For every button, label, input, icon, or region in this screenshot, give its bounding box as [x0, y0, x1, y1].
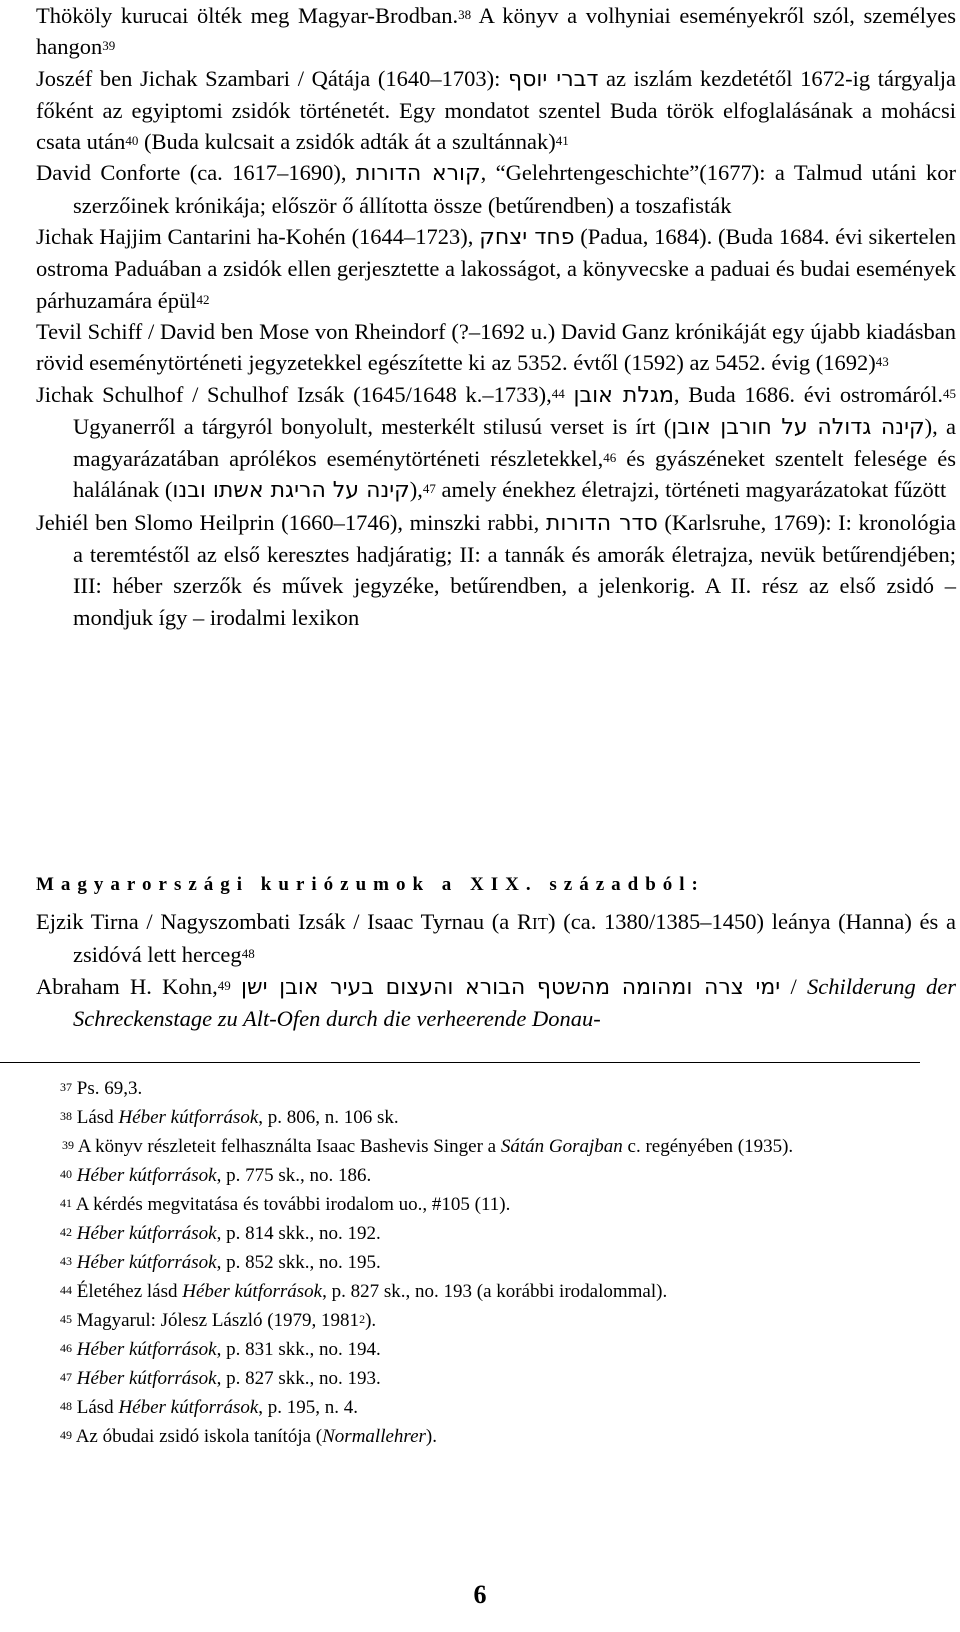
- hebrew-title: מגלת אובן: [573, 382, 674, 408]
- entry-heilprin: [36, 507, 956, 633]
- entry-conforte: [36, 157, 956, 221]
- footnote-number: 42: [60, 1225, 72, 1239]
- footnote-37: [36, 1074, 926, 1103]
- footnote-48: [36, 1393, 926, 1422]
- footnote-list: [36, 1074, 926, 1451]
- footnote-number: 47: [60, 1370, 72, 1384]
- footnote-ref[interactable]: 43: [875, 354, 889, 370]
- footnote-44: [36, 1277, 926, 1306]
- footnote-ref[interactable]: 39: [102, 38, 116, 54]
- footnote-italic: Héber kútforrások: [182, 1281, 323, 1302]
- entry-text: Tevil Schiff / David ben Mose von Rheindorf (?–1692 u.) David Ganz krónikáját egy újabb kiadásban rövid eseménytörténeti jegyzetekkel egészítette ki az 5352. évtől (1592) az 5452. évig (1692): [36, 318, 956, 376]
- footnote-italic: Héber kútforrások: [76, 1368, 217, 1389]
- footnote-text: Lásd: [76, 1107, 119, 1128]
- hebrew-title: קורא הדורות: [355, 161, 481, 187]
- entry-text: , “Gelehrtengeschichte”(1677): a Talmud utáni kor szerzőinek krónikája; először ő állította össze (betűrendben) a toszafisták: [73, 160, 956, 218]
- entry-text: /: [780, 973, 808, 999]
- footnote-number: 49: [60, 1428, 72, 1442]
- entry-text: (Karlsruhe, 1769): I: kronológia a teremtéstől az első keresztes hadjáratig; II: a tannák és amorák életrajza, nevük betűrendjében; III: héber szerzők és művek jegyzéke, betűrendben, a jelenkorig. A II. rész az első zsidó – mondjuk így – irodalmi lexikon: [73, 509, 956, 630]
- hebrew-title: פחד יצחק: [479, 225, 575, 251]
- hebrew-title: קינה על הריגת אשתו ובנו: [172, 478, 410, 504]
- entry-szambari: [36, 63, 956, 158]
- footnote-ref[interactable]: 45: [942, 385, 956, 401]
- entry-text: amely énekhez életrajzi, történeti magyarázatokat fűzött: [435, 477, 947, 503]
- hebrew-title: קינה גדולה על חורבן אובן: [671, 414, 925, 440]
- footnote-ref[interactable]: 44: [551, 385, 565, 401]
- entry-author: Jichak Schulhof / Schulhof Izsák (1645/1648 k.–1733),: [36, 381, 552, 407]
- footnote-text: , p. 195, n. 4.: [258, 1397, 359, 1418]
- entry-author: Abraham H. Kohn,: [36, 973, 218, 999]
- footnote-text: , p. 806, n. 106 sk.: [258, 1107, 399, 1128]
- footnote-ref[interactable]: 47: [422, 481, 436, 497]
- footnote-text: , p. 827 sk., no. 193 (a korábbi irodalommal).: [322, 1281, 668, 1302]
- entry-text: (Buda kulcsait a zsidók adták át a szultánnak): [138, 129, 556, 155]
- footnote-sup: 2: [359, 1312, 366, 1326]
- footnotes: [36, 1074, 926, 1451]
- footnote-ref[interactable]: 46: [603, 450, 617, 466]
- entry-text: , Buda 1686. évi ostromáról.: [673, 381, 943, 407]
- footnote-text: ).: [425, 1426, 437, 1447]
- footnote-45: [36, 1306, 926, 1335]
- footnote-text: Ps. 69,3.: [76, 1078, 143, 1099]
- entry-tirna: [36, 906, 956, 971]
- footnote-39: [36, 1132, 926, 1161]
- entry-text: Thököly kurucai ölték meg Magyar-Brodban.: [36, 3, 459, 28]
- entry-author: David Conforte (ca. 1617–1690),: [36, 160, 356, 186]
- footnote-text: A kérdés megvitatása és további irodalom uo., #105 (11).: [75, 1194, 511, 1215]
- entry-cantarini: [36, 221, 956, 316]
- bibliography-list: [36, 0, 956, 633]
- entry-text: az iszlám kezdetétől 1672-ig tárgyalja főként az egyiptomi zsidók történetét. Egy mondatot szentel Buda török elfoglalásának a mohácsi csata után: [36, 65, 957, 155]
- german-title: Schilderung der Schreckenstage zu Alt-Ofen durch die verheerende Donau-: [73, 973, 956, 1031]
- footnote-number: 46: [60, 1341, 72, 1355]
- footnote-text: Az óbudai zsidó iskola tanítója (: [75, 1426, 323, 1447]
- entry-1: [36, 0, 956, 63]
- footnote-number: 43: [60, 1254, 72, 1268]
- hebrew-title: סדר הדורות: [545, 510, 658, 536]
- footnote-italic: Héber kútforrások: [118, 1397, 259, 1418]
- footnote-divider: [0, 1062, 920, 1063]
- footnote-ref[interactable]: 38: [458, 7, 472, 22]
- entry-author: Joszéf ben Jichak Szambari / Qátája (1640–1703):: [36, 65, 509, 91]
- footnote-text: , p. 827 skk., no. 193.: [216, 1368, 381, 1389]
- entry-text: ),: [409, 477, 423, 503]
- entry-schulhof: [36, 379, 956, 507]
- footnote-number: 44: [60, 1283, 72, 1297]
- entry-kohn: [36, 971, 956, 1035]
- footnote-47: [36, 1364, 926, 1393]
- footnote-ref[interactable]: 42: [196, 291, 210, 307]
- footnote-ref[interactable]: 48: [241, 946, 255, 962]
- footnote-number: 38: [60, 1109, 72, 1123]
- footnote-italic: Normallehrer: [322, 1426, 426, 1447]
- hebrew-title: ימי צרה ומהומה מהשטף הבורא והעצום בעיר אובן ישן: [241, 974, 781, 1000]
- entry-text: ) (ca. 1380/1385–1450) leánya (Hanna) és a zsidóvá lett herceg: [73, 909, 956, 968]
- footnote-italic: Héber kútforrások: [118, 1107, 259, 1128]
- footnote-italic: Héber kútforrások: [76, 1252, 217, 1273]
- entry-author: Jehiél ben Slomo Heilprin (1660–1746), minszki rabbi,: [36, 509, 546, 535]
- hebrew-title: דברי יוסף: [508, 66, 599, 92]
- footnote-italic: Héber kútforrások: [76, 1339, 217, 1360]
- footnote-number: 39: [62, 1138, 74, 1152]
- footnote-italic: Héber kútforrások: [76, 1165, 217, 1186]
- entry-text: A könyv a volhyniai eseményekről szól, személyes hangon: [36, 3, 956, 60]
- footnote-italic: Sátán Gorajban: [500, 1136, 623, 1157]
- footnote-number: 41: [60, 1196, 72, 1210]
- entry-text: Ugyanerről a tárgyról bonyolult, mesterkélt stilusú verset is írt (: [73, 413, 672, 439]
- footnote-42: [36, 1219, 926, 1248]
- footnote-text: , p. 852 skk., no. 195.: [216, 1252, 381, 1273]
- footnote-41: [36, 1190, 926, 1219]
- footnote-text: c. regényében (1935).: [622, 1136, 794, 1157]
- footnote-italic: Héber kútforrások: [76, 1223, 217, 1244]
- entry-text: (Padua, 1684). (Buda 1684. évi sikertelen ostroma Paduában a zsidók ellen gerjesztette a lakosságot, a könyvecske a paduai és budai események párhuzamára épül: [36, 224, 956, 313]
- footnote-46: [36, 1335, 926, 1364]
- footnote-43: [36, 1248, 926, 1277]
- footnote-number: 40: [60, 1167, 72, 1181]
- page-number: 6: [473, 1580, 487, 1609]
- footnote-40: [36, 1161, 926, 1190]
- footnote-ref[interactable]: 49: [217, 977, 231, 993]
- footnote-text: Lásd: [76, 1397, 119, 1418]
- section-heading: Magyarországi kuriózumok a XIX. századból:: [36, 874, 705, 895]
- entry-author: Jichak Hajjim Cantarini ha-Kohén (1644–1723),: [36, 224, 480, 250]
- footnote-49: [36, 1422, 926, 1451]
- footnote-text: ).: [365, 1310, 377, 1331]
- entry-author: Ejzik Tirna / Nagyszombati Izsák / Isaac Tyrnau (a R: [36, 909, 532, 934]
- footnote-number: 37: [60, 1080, 72, 1094]
- footnote-text: , p. 831 skk., no. 194.: [216, 1339, 381, 1360]
- footnote-number: 45: [60, 1312, 72, 1326]
- footnote-text: Magyarul: Jólesz László (1979, 1981: [76, 1310, 360, 1331]
- entry-text: és gyászéneket szentelt felesége és halálának (: [73, 446, 957, 503]
- bibliography-list-2: [36, 906, 956, 1034]
- entry-text: ), a magyarázatában aprólékos eseménytörténeti részletekkel,: [73, 413, 956, 472]
- footnote-text: A könyv részleteit felhasználta Isaac Bashevis Singer a: [77, 1136, 501, 1157]
- footnote-text: Életéhez lásd: [76, 1281, 183, 1302]
- entry-schiff: [36, 316, 956, 379]
- footnote-ref[interactable]: 41: [555, 133, 569, 149]
- footnote-number: 48: [60, 1399, 72, 1413]
- footnote-ref[interactable]: 40: [125, 133, 139, 149]
- footnote-text: , p. 814 skk., no. 192.: [216, 1223, 381, 1244]
- small-caps-text: IT: [531, 914, 549, 933]
- footnote-38: [36, 1103, 926, 1132]
- footnote-text: , p. 775 sk., no. 186.: [216, 1165, 372, 1186]
